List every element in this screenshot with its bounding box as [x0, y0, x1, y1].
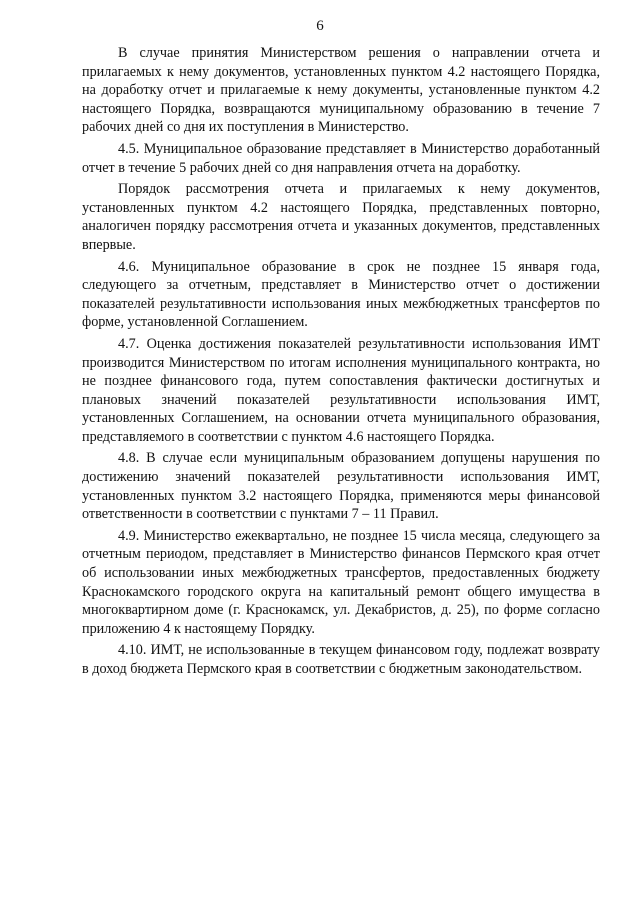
paragraph-4-7: 4.7. Оценка достижения показателей результативности использования ИМТ производится Министерством по итогам исполнения муниципального контракта, но не позднее финансового года, путем сопоставления фактически достигнутых и плановых значений показателей результативности использования ИМТ, установленных Соглашением, на основании отчета муниципального образования, представляемого в соответствии с пунктом 4.6 настоящего Порядка. [82, 335, 600, 445]
paragraph-4-10: 4.10. ИМТ, не использованные в текущем финансовом году, подлежат возврату в доход бюджета Пермского края в соответствии с бюджетным законодательством. [82, 642, 600, 677]
paragraph-4-8: 4.8. В случае если муниципальным образованием допущены нарушения по достижению значений показателей результативности использования ИМТ, установленных пунктом 3.2 настоящего Порядка, применяются меры финансовой ответственности в соответствии с пунктами 7 – 11 Правил. [82, 450, 600, 523]
paragraph-return-for-revision: В случае принятия Министерством решения о направлении отчета и прилагаемых к нему документов, установленных пунктом 4.2 настоящего Порядка, на доработку отчет и прилагаемые к нему документы, установленные пунктом 4.2 настоящего Порядка, возвращаются муниципальному образованию в течение 7 рабочих дней со дня их поступления в Министерство. [82, 45, 600, 136]
paragraph-4-5: 4.5. Муниципальное образование представляет в Министерство доработанный отчет в течение 5 рабочих дней со дня направления отчета на доработку. [82, 140, 600, 176]
paragraph-resubmission-procedure: Порядок рассмотрения отчета и прилагаемых к нему документов, установленных пунктом 4.2 настоящего Порядка, представленных повторно, аналогичен порядку рассмотрения отчета и указанных документов, представленных впервые. [82, 181, 600, 253]
paragraph-4-6: 4.6. Муниципальное образование в срок не позднее 15 января года, следующего за отчетным, представляет в Министерство отчет о достижении показателей результативности использования иных межбюджетных трансфертов по форме, установленной Соглашением. [82, 258, 600, 331]
page-number: 6 [316, 18, 324, 34]
document-body [82, 44, 600, 682]
paragraph-4-9: 4.9. Министерство ежеквартально, не позднее 15 числа месяца, следующего за отчетным периодом, представляет в Министерство финансов Пермского края отчет об использовании иных межбюджетных трансфертов, предоставленных бюджету Краснокамского городского округа на капитальный ремонт общего имущества в многоквартирном доме (г. Краснокамск, ул. Декабристов, д. 25), по форме согласно приложению 4 к настоящему Порядку. [82, 527, 600, 637]
